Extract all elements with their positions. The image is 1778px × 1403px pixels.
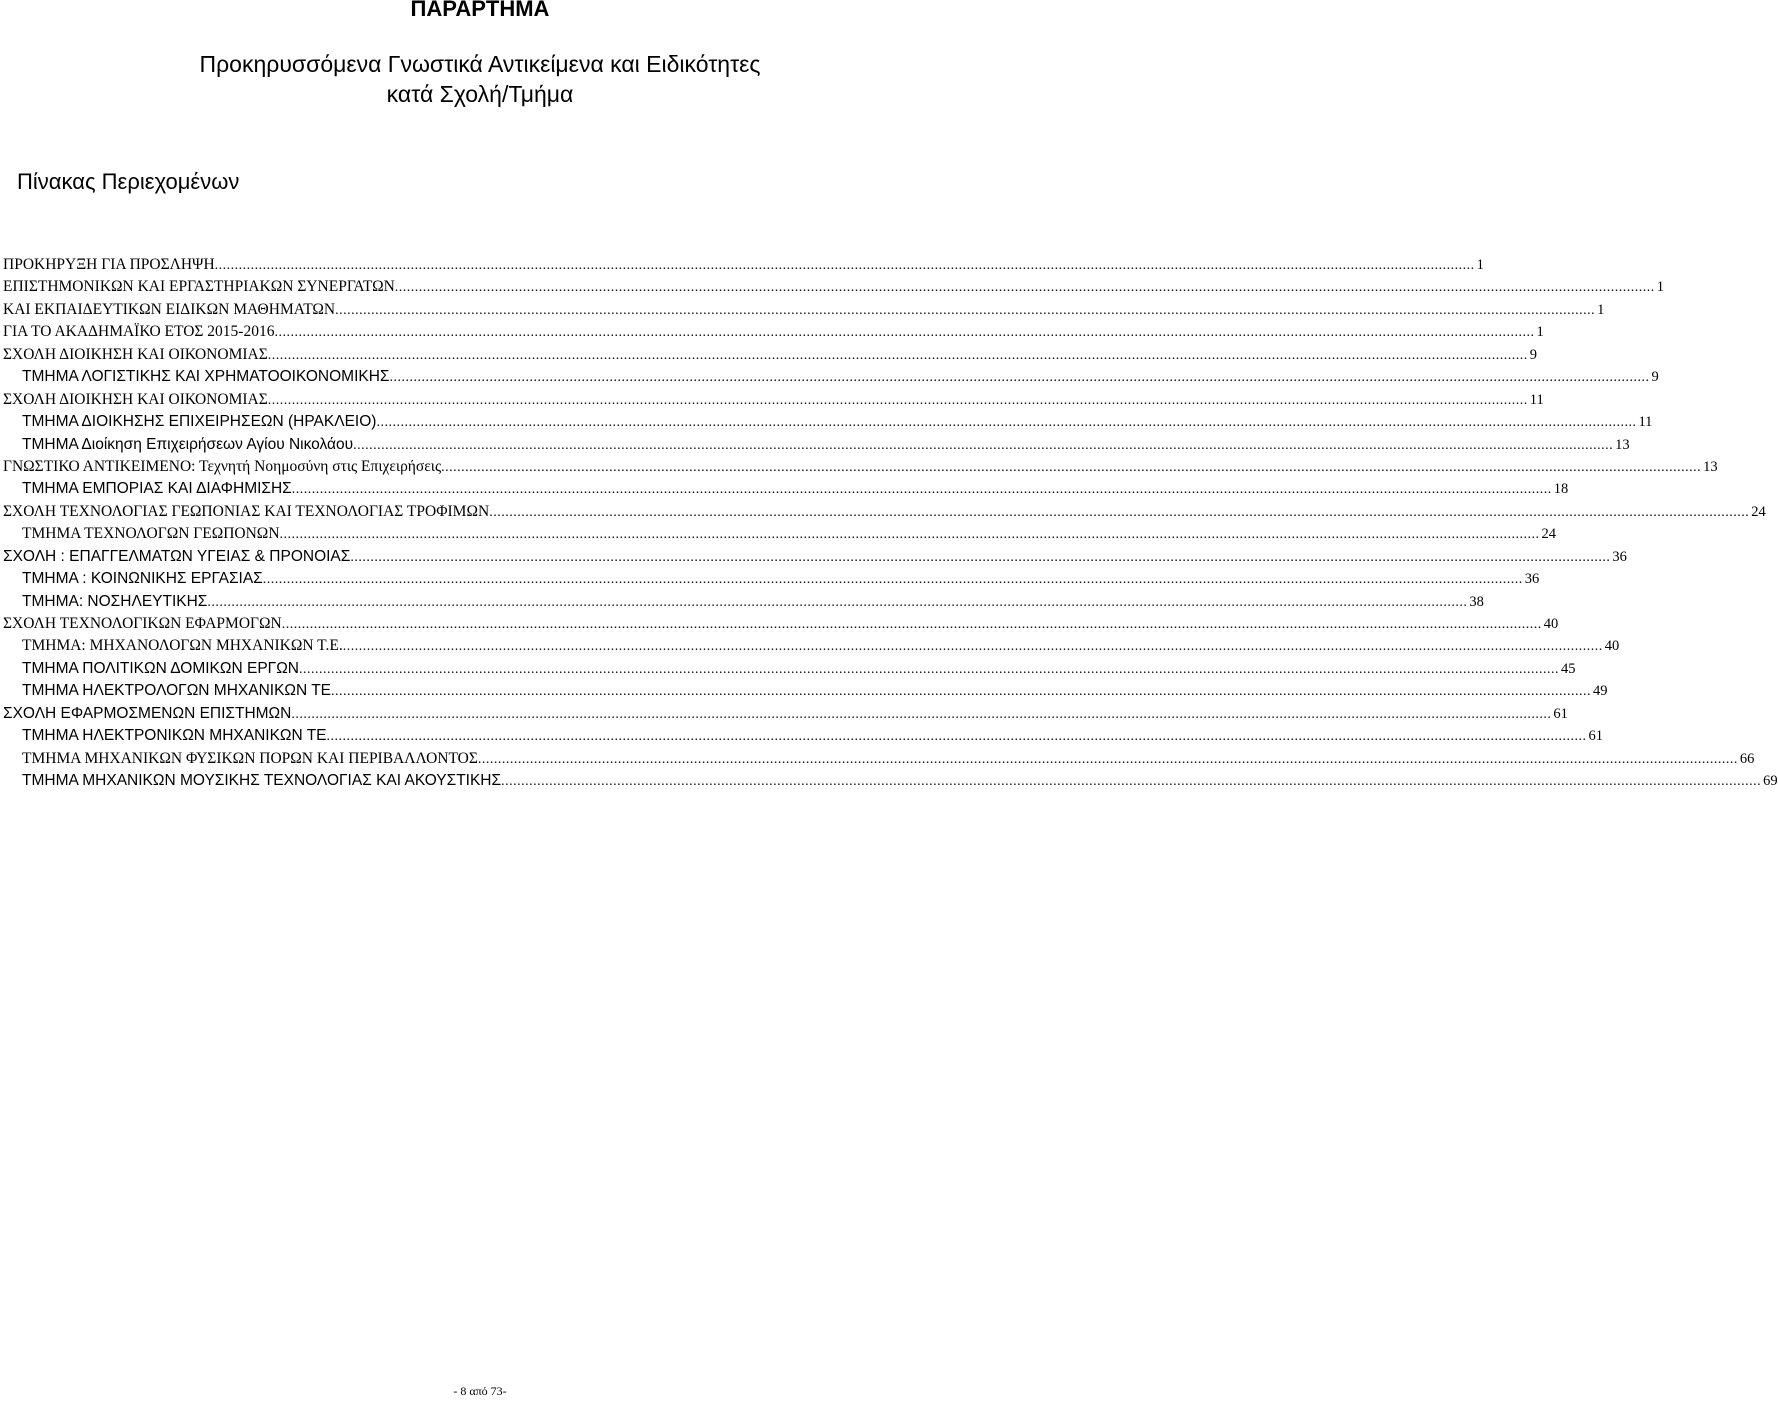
toc-entry-page: 40 — [1604, 638, 1620, 655]
page-number-footer: - 8 από 73- — [453, 1384, 507, 1398]
toc-entry-leader: ........................................................................................................................................................................................................................................................................................................................... — [267, 347, 1528, 363]
toc-entry-label: ΤΜΗΜΑ : ΚΟΙΝΩΝΙΚΗΣ ΕΡΓΑΣΙΑΣ — [22, 570, 263, 588]
toc-entry-page: 66 — [1739, 750, 1755, 767]
toc-entry-page: 45 — [1560, 660, 1576, 677]
toc-entry-label: ΤΜΗΜΑ ΜΗΧΑΝΙΚΩΝ ΜΟΥΣΙΚΗΣ ΤΕΧΝΟΛΟΓΙΑΣ ΚΑΙ ΑΚΟΥΣΤΙΚΗΣ — [22, 772, 502, 790]
page-title: ΠΑΡΑΡΤΗΜΑ — [410, 0, 550, 21]
toc-entry-label: ΤΜΗΜΑ ΤΕΧΝΟΛΟΓΩΝ ΓΕΩΠΟΝΩΝ — [22, 525, 280, 543]
toc-entry-label: ΤΜΗΜΑ: ΜΗΧΑΝΟΛΟΓΩΝ ΜΗΧΑΝΙΚΩΝ Τ.Ε. — [22, 637, 343, 655]
toc-entry-page: 9 — [1651, 369, 1659, 386]
toc-entry-label: ΤΜΗΜΑ ΛΟΓΙΣΤΙΚΗΣ ΚΑΙ ΧΡΗΜΑΤΟΟΙΚΟΝΟΜΙΚΗΣ — [22, 368, 390, 386]
toc-entry[interactable] — [0, 592, 1484, 615]
toc-entry-page: 1 — [1656, 279, 1665, 296]
toc-entry-leader: ........................................................................................................................................................................................................................................................................................................................... — [342, 639, 1603, 655]
toc-entry-label: ΓΝΩΣΤΙΚΟ ΑΝΤΙΚΕΙΜΕΝΟ: Τεχνητή Νοημοσύνη στις Επιχειρήσεις — [3, 457, 442, 475]
toc-entry[interactable] — [0, 345, 1537, 368]
toc-entry[interactable] — [0, 659, 1576, 682]
toc-entry-label: ΤΜΗΜΑ ΠΟΛΙΤΙΚΩΝ ΔΟΜΙΚΩΝ ΕΡΓΩΝ — [22, 659, 299, 677]
toc-entry-page: 49 — [1593, 683, 1608, 700]
toc-entry-label: ΚΑΙ ΕΚΠΑΙΔΕΥΤΙΚΩΝ ΕΙΔΙΚΩΝ ΜΑΘΗΜΑΤΩΝ — [3, 300, 336, 318]
toc-entry-page: 13 — [1615, 436, 1630, 453]
toc-entry[interactable] — [0, 727, 1604, 749]
toc-entry[interactable] — [0, 749, 1755, 772]
toc-entry[interactable] — [0, 637, 1620, 659]
page-subtitle-line-1: Προκηρυσσόμενα Γνωστικά Αντικείμενα και Ειδικότητες — [199, 51, 761, 77]
toc-entry[interactable] — [0, 502, 1766, 525]
table-of-contents — [0, 256, 1778, 795]
toc-entry-leader: ........................................................................................................................................................................................................................................................................................................................... — [281, 617, 1542, 632]
toc-entry-label: ΣΧΟΛΗ ΔΙΟΙΚΗΣΗ ΚΑΙ ΟΙΚΟΝΟΜΙΑΣ — [3, 390, 268, 408]
toc-entry-leader: ........................................................................................................................................................................................................................................................................................................................... — [489, 504, 1750, 520]
toc-entry[interactable] — [0, 457, 1718, 480]
toc-entry-label: ΤΜΗΜΑ ΗΛΕΚΤΡΟΛΟΓΩΝ ΜΗΧΑΝΙΚΩΝ ΤΕ — [22, 682, 332, 700]
page-subtitle-line-2: κατά Σχολή/Τμήμα — [386, 81, 574, 107]
toc-entry-label: ΤΜΗΜΑ ΔΙΟΙΚΗΣΗΣ ΕΠΙΧΕΙΡΗΣΕΩΝ (ΗΡΑΚΛΕΙΟ) — [22, 413, 377, 431]
toc-entry-leader: ........................................................................................................................................................................................................................................................................................................................... — [214, 258, 1475, 273]
toc-entry-label: ΤΜΗΜΑ ΜΗΧΑΝΙΚΩΝ ΦΥΣΙΚΩΝ ΠΟΡΩΝ ΚΑΙ ΠΕΡΙΒΑΛΛΟΝΤΟΣ — [22, 749, 478, 767]
toc-entry-label: ΠΡΟΚΗΡΥΞΗ ΓΙΑ ΠΡΟΣΛΗΨΗ — [3, 256, 215, 273]
toc-entry[interactable] — [0, 390, 1544, 413]
toc-entry-label: ΣΧΟΛΗ ΤΕΧΝΟΛΟΓΙΑΣ ΓΕΩΠΟΝΙΑΣ ΚΑΙ ΤΕΧΝΟΛΟΓΙΑΣ ΤΡΟΦΙΜΩΝ — [3, 502, 490, 520]
toc-entry[interactable] — [0, 480, 1569, 502]
toc-entry-leader: ........................................................................................................................................................................................................................................................................................................................... — [331, 684, 1592, 700]
toc-entry-label: ΣΧΟΛΗ ΕΦΑΡΜΟΣΜΕΝΩΝ ΕΠΙΣΤΗΜΩΝ — [3, 704, 292, 722]
toc-entry-leader: ........................................................................................................................................................................................................................................................................................................................... — [353, 437, 1614, 453]
toc-heading: Πίνακας Περιεχομένων — [17, 169, 240, 194]
toc-entry-page: 61 — [1588, 728, 1604, 745]
toc-entry-page: 24 — [1751, 503, 1766, 520]
toc-entry-leader: ........................................................................................................................................................................................................................................................................................................................... — [477, 751, 1738, 767]
toc-entry-page: 61 — [1553, 705, 1568, 722]
toc-entry-leader: ........................................................................................................................................................................................................................................................................................................................... — [376, 415, 1637, 431]
toc-entry-leader: ........................................................................................................................................................................................................................................................................................................................... — [326, 729, 1587, 745]
toc-entry[interactable] — [0, 278, 1665, 300]
toc-entry-leader: ........................................................................................................................................................................................................................................................................................................................... — [350, 549, 1611, 565]
toc-entry-label: ΓΙΑ ΤΟ ΑΚΑΔΗΜΑΪΚΟ ΕΤΟΣ 2015-2016 — [3, 323, 275, 341]
toc-entry[interactable] — [0, 435, 1630, 458]
toc-entry-leader: ........................................................................................................................................................................................................................................................................................................................... — [501, 774, 1762, 790]
toc-entry-label: ΣΧΟΛΗ ΔΙΟΙΚΗΣΗ ΚΑΙ ΟΙΚΟΝΟΜΙΑΣ — [3, 345, 268, 363]
toc-entry-page: 1 — [1597, 301, 1605, 318]
toc-entry-page: 36 — [1612, 548, 1627, 565]
toc-entry[interactable] — [0, 300, 1605, 323]
toc-entry[interactable] — [0, 570, 1540, 592]
toc-entry-leader: ........................................................................................................................................................................................................................................................................................................................... — [394, 280, 1655, 296]
toc-entry[interactable] — [0, 772, 1778, 794]
toc-entry-leader: ........................................................................................................................................................................................................................................................................................................................... — [207, 594, 1468, 610]
toc-entry-label: ΣΧΟΛΗ ΤΕΧΝΟΛΟΓΙΚΩΝ ΕΦΑΡΜΟΓΩΝ — [3, 615, 282, 632]
toc-entry-label: ΤΜΗΜΑ ΗΛΕΚΤΡΟΝΙΚΩΝ ΜΗΧΑΝΙΚΩΝ ΤΕ — [22, 727, 327, 745]
toc-entry-page: 13 — [1703, 458, 1718, 475]
toc-entry-page: 38 — [1469, 593, 1484, 610]
toc-entry[interactable] — [0, 368, 1659, 390]
toc-entry-leader: ........................................................................................................................................................................................................................................................................................................................... — [291, 482, 1552, 498]
toc-entry-leader: ........................................................................................................................................................................................................................................................................................................................... — [262, 572, 1523, 588]
toc-entry[interactable] — [0, 525, 1557, 547]
toc-entry[interactable] — [0, 413, 1653, 435]
toc-entry-leader: ........................................................................................................................................................................................................................................................................................................................... — [441, 459, 1702, 475]
toc-entry-leader: ........................................................................................................................................................................................................................................................................................................................... — [298, 661, 1559, 677]
toc-entry-page: 11 — [1529, 391, 1544, 408]
toc-entry-page: 1 — [1476, 257, 1484, 273]
toc-entry-leader: ........................................................................................................................................................................................................................................................................................................................... — [267, 392, 1528, 408]
toc-entry-leader: ........................................................................................................................................................................................................................................................................................................................... — [335, 302, 1596, 318]
toc-entry-page: 40 — [1543, 616, 1559, 632]
toc-entry-label: ΤΜΗΜΑ: ΝΟΣΗΛΕΥΤΙΚΗΣ — [22, 592, 208, 610]
toc-entry-label: ΤΜΗΜΑ ΕΜΠΟΡΙΑΣ ΚΑΙ ΔΙΑΦΗΜΙΣΗΣ — [22, 480, 292, 498]
toc-entry-page: 11 — [1638, 414, 1653, 431]
toc-entry-label: ΤΜΗΜΑ Διοίκηση Επιχειρήσεων Αγίου Νικολάου — [22, 435, 354, 453]
toc-entry-leader: ........................................................................................................................................................................................................................................................................................................................... — [389, 370, 1650, 386]
toc-entry[interactable] — [0, 547, 1627, 570]
toc-entry[interactable] — [0, 615, 1559, 637]
toc-entry-leader: ........................................................................................................................................................................................................................................................................................................................... — [274, 325, 1535, 341]
toc-entry-label: ΕΠΙΣΤΗΜΟΝΙΚΩΝ ΚΑΙ ΕΡΓΑΣΤΗΡΙΑΚΩΝ ΣΥΝΕΡΓΑΤΩΝ — [3, 278, 395, 296]
toc-entry-page: 1 — [1536, 324, 1544, 341]
toc-entry-page: 9 — [1529, 346, 1537, 363]
toc-entry-leader: ........................................................................................................................................................................................................................................................................................................................... — [279, 527, 1540, 543]
toc-entry-page: 18 — [1553, 481, 1569, 498]
toc-entry-leader: ........................................................................................................................................................................................................................................................................................................................... — [291, 706, 1552, 722]
toc-entry-page: 36 — [1524, 571, 1540, 588]
toc-entry-page: 24 — [1541, 526, 1557, 543]
toc-entry-page: 69 — [1763, 773, 1778, 790]
toc-entry[interactable] — [0, 323, 1544, 345]
toc-entry[interactable] — [0, 704, 1568, 727]
toc-entry[interactable] — [0, 256, 1484, 278]
toc-entry-label: ΣΧΟΛΗ : ΕΠΑΓΓΕΛΜΑΤΩΝ ΥΓΕΙΑΣ & ΠΡΟΝΟΙΑΣ — [3, 547, 351, 565]
toc-entry[interactable] — [0, 682, 1608, 704]
